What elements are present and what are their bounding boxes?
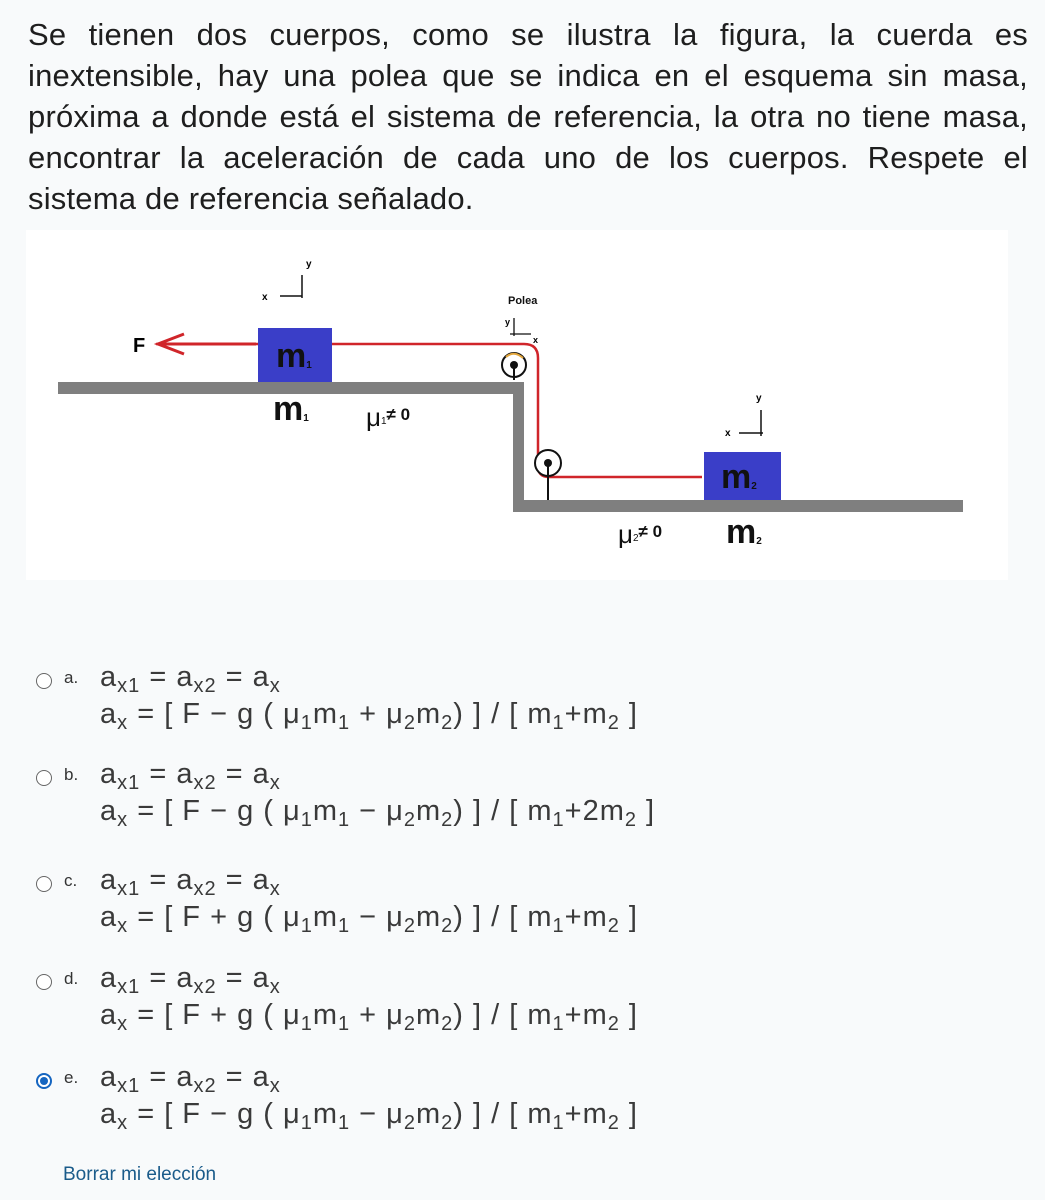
svg-text:y: y <box>505 317 511 327</box>
svg-text:y: y <box>306 259 312 270</box>
clear-choice-link[interactable]: Borrar mi elección <box>63 1164 217 1185</box>
option-letter: b. <box>64 765 79 784</box>
axes-pulley <box>510 318 531 336</box>
block-m1-label: m1 <box>276 337 312 375</box>
svg-text:x: x <box>262 292 268 303</box>
axes-1 <box>280 275 302 298</box>
answer-option[interactable] <box>36 864 736 958</box>
formula-line2: $a_x$ = [ F + g ( $\mu_1m_1 + \mu_2m_2$) ] / [ $m_1+m_2$ ] <box>100 999 638 1035</box>
mu2-label: μ2≠ 0 <box>618 519 663 549</box>
formula-line1: $a_{x1} = a_{x2} = a_x$ <box>100 864 281 900</box>
pulley-lower <box>535 450 561 500</box>
option-letter: a. <box>64 668 79 687</box>
mass1-label: m1 <box>273 390 309 428</box>
radio-button[interactable] <box>36 876 52 892</box>
radio-button[interactable] <box>36 974 52 990</box>
formula-line1: $a_{x1} = a_{x2} = a_x$ <box>100 1061 281 1097</box>
svg-text:x: x <box>725 428 731 439</box>
svg-text:y: y <box>756 393 762 404</box>
option-letter: e. <box>64 1068 79 1087</box>
formula-line2: $a_x$ = [ F − g ( $\mu_1m_1 - \mu_2m_2$) ] / [ $m_1+m_2$ ] <box>100 1098 638 1134</box>
formula-line2: $a_x$ = [ F − g ( $\mu_1m_1 - \mu_2m_2$) ] / [ $m_1+2m_2$ ] <box>100 795 656 831</box>
answer-option[interactable] <box>36 1061 736 1155</box>
pulley-label: Polea <box>508 295 538 307</box>
physics-diagram <box>26 230 1008 580</box>
mass2-label: m2 <box>726 513 762 551</box>
mu1-label: μ1≠ 0 <box>366 402 411 432</box>
rope <box>156 344 702 477</box>
formula-line1: $a_{x1} = a_{x2} = a_x$ <box>100 661 281 697</box>
formula-line1: $a_{x1} = a_{x2} = a_x$ <box>100 962 281 998</box>
force-label: F <box>133 335 146 357</box>
radio-button[interactable] <box>36 1073 52 1089</box>
option-letter: d. <box>64 969 79 988</box>
radio-button[interactable] <box>36 673 52 689</box>
radio-button[interactable] <box>36 770 52 786</box>
answer-option[interactable] <box>36 962 736 1056</box>
answer-option[interactable] <box>36 758 736 852</box>
formula-line2: $a_x$ = [ F − g ( $\mu_1m_1 + \mu_2m_2$) ] / [ $m_1+m_2$ ] <box>100 698 638 734</box>
formula-line1: $a_{x1} = a_{x2} = a_x$ <box>100 758 281 794</box>
block-m2-label: m2 <box>721 458 757 496</box>
formula-line2: $a_x$ = [ F + g ( $\mu_1m_1 - \mu_2m_2$) ] / [ $m_1+m_2$ ] <box>100 901 638 937</box>
pulley-upper <box>502 353 526 380</box>
question-text: Se tienen dos cuerpos, como se ilustra la figura, la cuerda es inextensible, hay una polea que se indica en el esquema sin masa, próxima a donde está el sistema de referencia, la otra no tiene masa, encontrar la aceleración de cada uno de los cuerpos. Respete el sistema de referencia señalado. <box>28 17 1028 216</box>
svg-text:x: x <box>533 335 539 345</box>
lower-surface <box>513 500 963 512</box>
axes-2 <box>739 410 763 436</box>
answer-option[interactable] <box>36 661 736 755</box>
step-wall <box>513 382 524 512</box>
option-letter: c. <box>64 871 78 890</box>
